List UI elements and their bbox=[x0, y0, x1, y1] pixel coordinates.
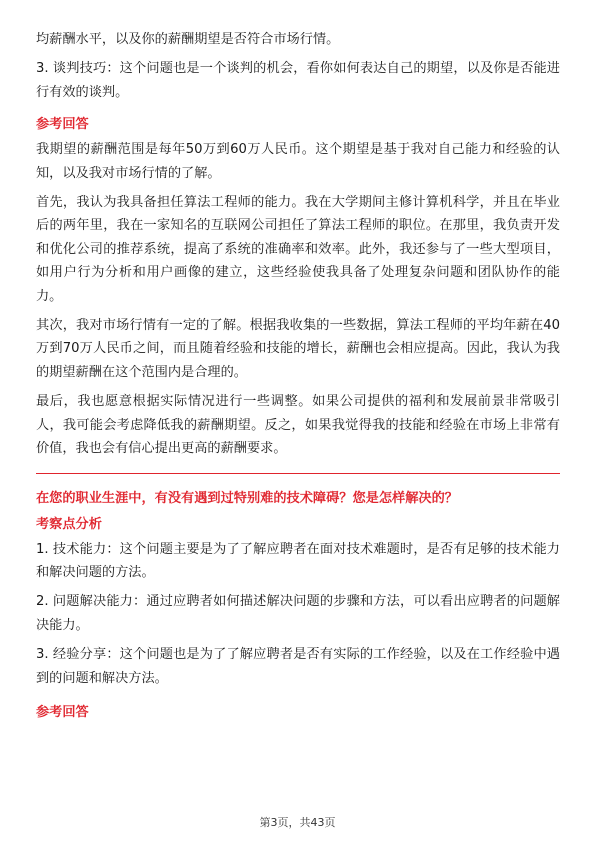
answer-paragraph: 其次，我对市场行情有一定的了解。根据我收集的一些数据，算法工程师的平均年薪在40万到70万人民币之间，而且随着经验和技能的增长，薪酬也会相应提高。因此，我认为我的期望薪酬在这个范围内是合理的。 bbox=[36, 318, 560, 380]
document-body bbox=[36, 28, 560, 726]
answer-paragraph: 最后，我也愿意根据实际情况进行一些调整。如果公司提供的福利和发展前景非常吸引人，我可能会考虑降低我的薪酬期望。反之，如果我觉得我的技能和经验在市场上非常有价值，我也会有信心提出更高的薪酬要求。 bbox=[36, 394, 560, 457]
analysis-item: 3. 经验分享：这个问题也是为了了解应聘者是否有实际的工作经验，以及在工作经验中遇到的问题和解决方法。 bbox=[36, 647, 560, 686]
answer-paragraph: 首先，我认为我具备担任算法工程师的能力。我在大学期间主修计算机科学，并且在毕业后的两年里，我在一家知名的互联网公司担任了算法工程师的职位。在那里，我负责开发和优化公司的推荐系统，提高了系统的准确率和效率。此外，我还参与了一些大型项目，如用户行为分析和用户画像的建立，这些经验使我具备了处理复杂问题和团队协作的能力。 bbox=[36, 195, 560, 304]
paragraph-continuation: 均薪酬水平，以及你的薪酬期望是否符合市场行情。 bbox=[36, 32, 340, 47]
reference-answer-heading: 参考回答 bbox=[36, 704, 89, 720]
reference-answer-heading: 参考回答 bbox=[36, 117, 89, 133]
analysis-heading: 考察点分析 bbox=[36, 516, 102, 532]
page-number: 第3页，共43页 bbox=[259, 816, 336, 829]
analysis-item: 2. 问题解决能力：通过应聘者如何描述解决问题的步骤和方法，可以看出应聘者的问题解决能力。 bbox=[36, 594, 560, 633]
answer-paragraph: 我期望的薪酬范围是每年50万到60万人民币。这个期望是基于我对自己能力和经验的认知，以及我对市场行情的了解。 bbox=[36, 142, 560, 181]
analysis-item: 1. 技术能力：这个问题主要是为了了解应聘者在面对技术难题时，是否有足够的技术能力和解决问题的方法。 bbox=[36, 541, 560, 580]
question-title: 在您的职业生涯中，有没有遇到过特别难的技术障碍？您是怎样解决的？ bbox=[36, 490, 458, 506]
paragraph-negotiation-skill: 3. 谈判技巧：这个问题也是一个谈判的机会，看你如何表达自己的期望，以及你是否能进行有效的谈判。 bbox=[36, 61, 560, 100]
section-divider bbox=[36, 473, 560, 474]
